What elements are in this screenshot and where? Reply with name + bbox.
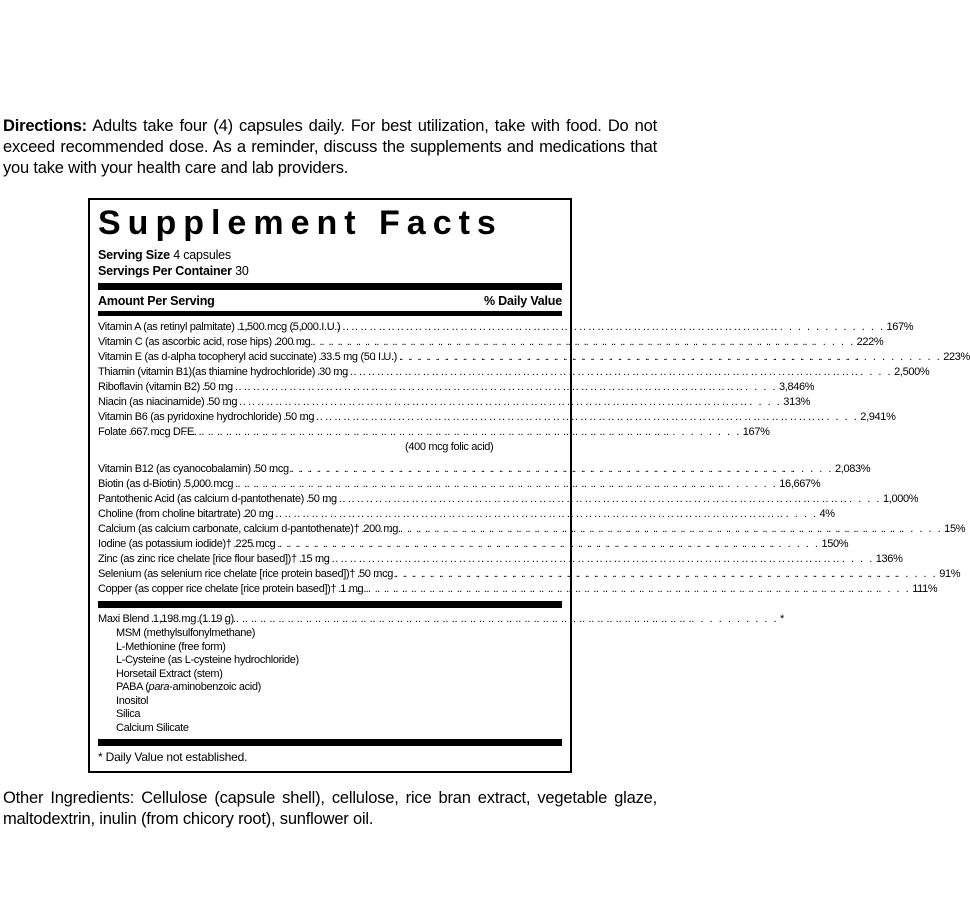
- table-row: [98, 582, 938, 597]
- nutrient-name: Vitamin C (as ascorbic acid, rose hips): [98, 336, 272, 348]
- nutrient-dv: 167%: [886, 321, 914, 333]
- nutrient-amount: 5,000 mcg: [184, 478, 234, 490]
- servings-per-container-value: 30: [235, 264, 249, 278]
- dot-leader: [330, 552, 876, 567]
- nutrient-amount: 33.5 mg (50 I.U.): [320, 351, 397, 363]
- nutrient-dv: 16,667%: [779, 478, 821, 490]
- supplement-facts-panel: [88, 198, 970, 773]
- directions-label: Directions:: [3, 117, 87, 135]
- dot-leader: [237, 395, 783, 410]
- nutrient-name: Niacin (as niacinamide): [98, 396, 205, 408]
- dot-leader: [366, 582, 912, 597]
- blend-sub-item: MSM (methylsulfonylmethane): [116, 627, 256, 639]
- nutrient-name: Zinc (as zinc rice chelate [rice flour based])†: [98, 553, 297, 565]
- blend-sub-item: L-Methionine (free form): [116, 640, 226, 653]
- dot-leader: [310, 335, 856, 350]
- nutrient-amount: 50 mg: [285, 411, 315, 423]
- nutrient-dv: 2,941%: [860, 411, 896, 423]
- nutrient-amount: 200 mg: [275, 336, 311, 348]
- other-ingredients-section: [0, 788, 660, 830]
- table-row: [98, 410, 896, 425]
- table-row: [98, 425, 770, 440]
- serving-size-line: [98, 247, 562, 263]
- servings-per-container-line: [98, 263, 562, 279]
- nutrient-dv: 111%: [912, 583, 938, 595]
- nutrient-dv: 1,000%: [882, 493, 919, 505]
- nutrient-name: Copper (as copper rice chelate [rice protein based])†: [98, 583, 337, 595]
- blend-sub-item-post: -aminobenzoic acid): [169, 681, 261, 693]
- blend-sub-item: Horsetail Extract (stem): [116, 667, 223, 680]
- nutrient-name: Vitamin B12 (as cyanocobalamin): [98, 463, 251, 475]
- blend-sub-item-pre: PABA (: [116, 681, 149, 693]
- table-row: [98, 350, 970, 365]
- amount-per-serving-header: Amount Per Serving: [98, 294, 215, 308]
- directions-text: Adults take four (4) capsules daily. For best utilization, take with food. Do not exceed recommended dose. As a reminder, discuss the supplements and medications that you take with your health care and lab providers.: [3, 117, 657, 177]
- nutrient-dv: 91%: [939, 568, 961, 580]
- blend-amount: 1,198 mg (1.19 g): [152, 613, 234, 625]
- nutrient-rows: [98, 320, 970, 597]
- nutrient-name: Iodine (as potassium iodide)†: [98, 538, 232, 550]
- serving-info: [98, 247, 562, 279]
- blend-dv: *: [780, 613, 784, 625]
- other-ingredients-paragraph: [3, 788, 657, 830]
- table-row: [98, 395, 811, 410]
- table-row: [98, 507, 835, 522]
- nutrient-name: Choline (from choline bitartrate): [98, 508, 241, 520]
- dot-leader: [337, 492, 883, 507]
- nutrient-dv: 223%: [943, 351, 970, 363]
- table-row: [98, 320, 914, 335]
- nutrient-name: Vitamin B6 (as pyridoxine hydrochloride): [98, 411, 282, 423]
- nutrient-name: Pantothenic Acid (as calcium d-pantothenate): [98, 493, 304, 505]
- divider-bar: [98, 283, 562, 290]
- blend-sub-item-italic: para: [148, 681, 170, 693]
- table-row: [98, 380, 815, 395]
- panel-title: Supplement Facts: [98, 204, 503, 242]
- table-row: [98, 537, 849, 552]
- nutrient-amount: 50 mg: [307, 493, 337, 505]
- table-row: [98, 522, 966, 537]
- nutrient-amount: 20 mg: [244, 508, 274, 520]
- nutrient-amount: 667 mcg DFE.: [130, 426, 197, 438]
- nutrient-name: Selenium (as selenium rice chelate [rice protein based])†: [98, 568, 356, 580]
- nutrient-amount: 200 mg: [363, 523, 398, 535]
- nutrient-name: Vitamin E (as d-alpha tocopheryl acid succinate): [98, 351, 317, 363]
- table-row: [98, 335, 884, 350]
- blend-sub-item: Silica: [116, 708, 141, 720]
- nutrient-dv: 2,500%: [894, 366, 930, 378]
- nutrient-name: Folate: [98, 426, 127, 438]
- divider-bar: [98, 739, 562, 746]
- nutrient-dv: 313%: [783, 396, 811, 408]
- nutrient-amount: 225 mcg: [235, 538, 276, 550]
- nutrient-amount: 15 mg: [300, 553, 330, 565]
- row-group-gap: [98, 454, 562, 462]
- nutrient-name: Riboflavin (vitamin B2): [98, 381, 200, 393]
- serving-size-value: 4 capsules: [173, 248, 231, 262]
- dot-leader: [393, 567, 939, 582]
- nutrient-dv: 136%: [875, 553, 903, 565]
- directions-section: [0, 0, 660, 179]
- other-ingredients-text: Cellulose (capsule shell), cellulose, rice bran extract, vegetable glaze, maltodextrin, inulin (from chicory root), sunflower oil.: [3, 789, 657, 828]
- table-row: [98, 552, 903, 567]
- nutrient-amount: 30 mg: [319, 366, 348, 378]
- blend-sub-item: Inositol: [116, 694, 149, 707]
- directions-paragraph: [3, 116, 657, 179]
- servings-per-container-label: Servings Per Container: [98, 264, 232, 278]
- dot-leader: [233, 477, 779, 492]
- dot-leader: [233, 380, 779, 395]
- subnote-spacer: [98, 440, 405, 454]
- folate-subnote-row: [98, 440, 562, 454]
- table-row: [98, 567, 961, 582]
- nutrient-amount: 50 mcg: [254, 463, 289, 475]
- blend-section: [98, 612, 784, 735]
- blend-sub-item: Calcium Silicate: [116, 721, 189, 734]
- nutrient-amount: 50 mg: [208, 396, 238, 408]
- dot-leader: [398, 522, 944, 537]
- nutrient-name: Biotin (as d-Biotin): [98, 478, 181, 490]
- nutrient-amount: 1 mg.: [340, 583, 367, 595]
- nutrient-name: Calcium (as calcium carbonate, calcium d-pantothenate)†: [98, 523, 360, 535]
- dot-leader: [348, 365, 894, 380]
- dot-leader: [397, 350, 943, 365]
- table-row: [98, 365, 930, 380]
- table-row: [98, 477, 821, 492]
- dot-leader: [314, 410, 860, 425]
- dot-leader: [234, 612, 780, 627]
- nutrient-dv: 3,846%: [779, 381, 815, 393]
- nutrient-dv: 167%: [742, 426, 770, 438]
- nutrient-dv: 15%: [944, 523, 966, 535]
- blend-name: Maxi Blend: [98, 613, 149, 625]
- nutrient-amount: 50 mcg: [359, 568, 394, 580]
- nutrient-amount: 1,500 mcg (5,000 I.U.): [238, 321, 341, 333]
- nutrient-amount: 50 mg: [204, 381, 233, 393]
- folate-note: (400 mcg folic acid): [405, 441, 494, 453]
- dot-leader: [340, 320, 886, 335]
- serving-size-label: Serving Size: [98, 248, 170, 262]
- nutrient-dv: 222%: [856, 336, 884, 348]
- nutrient-dv: 150%: [821, 538, 849, 550]
- nutrient-name: Thiamin (vitamin B1)(as thiamine hydrochloride): [98, 366, 316, 378]
- dot-leader: [289, 462, 835, 477]
- nutrient-dv: 2,083%: [834, 463, 871, 475]
- table-row: [98, 492, 919, 507]
- divider-bar: [98, 311, 562, 316]
- divider-bar: [98, 601, 562, 608]
- blend-sub-item: L-Cysteine (as L-cysteine hydrochloride): [116, 654, 299, 666]
- table-row: [98, 462, 871, 477]
- dot-leader: [197, 425, 743, 440]
- dot-leader: [273, 507, 819, 522]
- daily-value-footnote: * Daily Value not established.: [98, 750, 248, 764]
- nutrient-dv: 4%: [819, 508, 835, 520]
- blend-sub-item: [116, 681, 562, 695]
- column-header-row: [98, 293, 562, 309]
- dot-leader: [275, 537, 821, 552]
- percent-daily-value-header: % Daily Value: [484, 294, 562, 308]
- other-ingredients-label: Other Ingredients:: [3, 789, 135, 807]
- blend-row: [98, 612, 784, 627]
- nutrient-name: Vitamin A (as retinyl palmitate): [98, 321, 235, 333]
